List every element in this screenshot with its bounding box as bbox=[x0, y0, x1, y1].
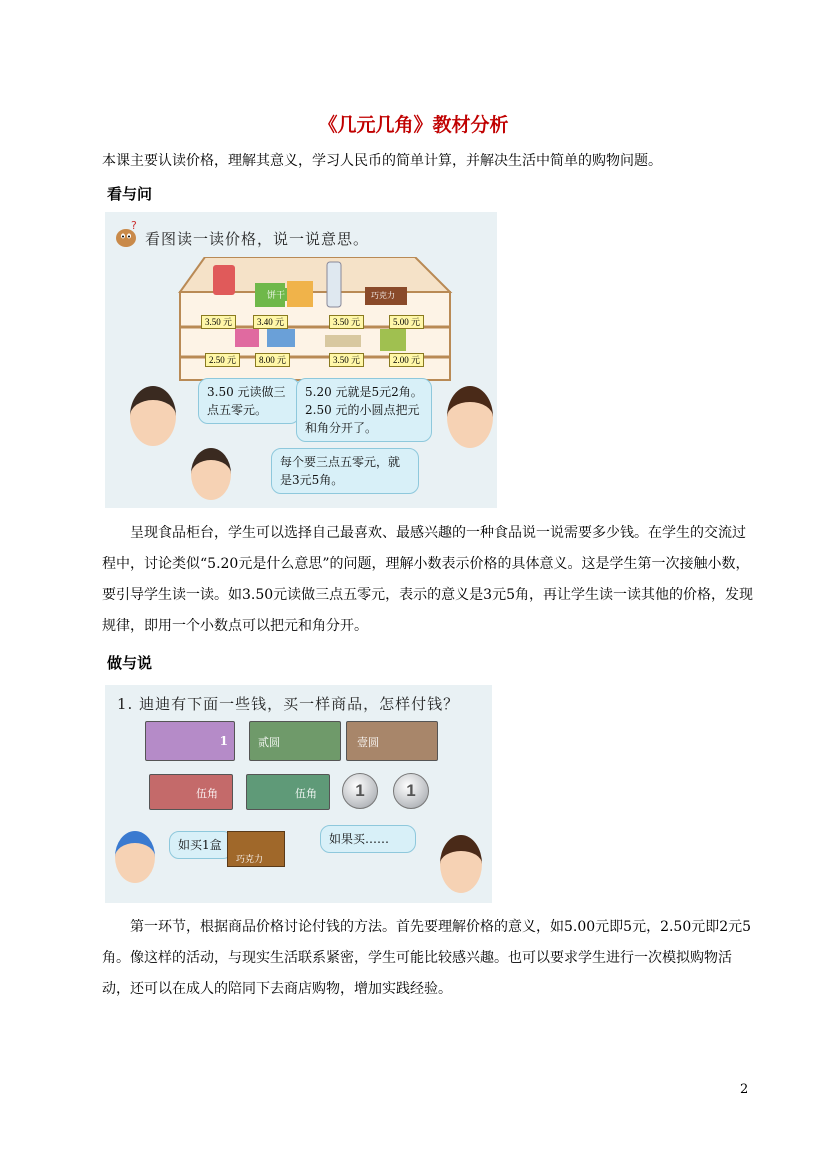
banknote: 贰圆 bbox=[249, 721, 341, 761]
section-heading-do-and-say: 做与说 bbox=[107, 654, 153, 672]
section2-paragraph: 第一环节，根据商品价格讨论付钱的方法。首先要理解价格的意义，如5.00元即5元，2.50元即2元5角。像这样的活动，与现实生活联系紧密，学生可能比较感兴趣。也可以要求学生进行一次模拟购物活动，还可以在成人的陪同下去商店购物，增加实践经验。 bbox=[102, 919, 752, 997]
section-heading-look-and-ask: 看与问 bbox=[107, 185, 153, 203]
girl2-character bbox=[191, 448, 231, 500]
product-label-chocolate: 巧克力 bbox=[371, 291, 395, 300]
price-tag: 2.50 元 bbox=[205, 353, 240, 367]
banknote: 壹圆 bbox=[346, 721, 438, 761]
price-tag: 3.50 元 bbox=[329, 315, 364, 329]
price-tag: 5.00 元 bbox=[389, 315, 424, 329]
page-number: 2 bbox=[740, 1082, 749, 1097]
coin: 1 bbox=[393, 773, 429, 809]
price-tag: 2.00 元 bbox=[389, 353, 424, 367]
price-tag: 3.40 元 bbox=[253, 315, 288, 329]
coin: 1 bbox=[342, 773, 378, 809]
banknote: 1 bbox=[145, 721, 235, 761]
figure2-prompt: 1. 迪迪有下面一些钱，买一样商品，怎样付钱？ bbox=[117, 695, 460, 713]
food-counter-figure bbox=[105, 212, 497, 508]
product-label-cookies: 饼干 bbox=[265, 288, 287, 301]
money-figure bbox=[105, 685, 492, 903]
girl-character bbox=[440, 835, 482, 893]
speech-bubble-buy: 如买1盒 bbox=[169, 831, 233, 859]
boy-with-cap-character bbox=[115, 831, 155, 883]
page-title: 《几元几角》教材分析 bbox=[318, 114, 509, 136]
price-tag: 3.50 元 bbox=[201, 315, 236, 329]
speech-bubble-boy: 3.50 元读做三点五零元。 bbox=[198, 378, 300, 424]
chocolate-box: 巧克力 bbox=[227, 831, 285, 867]
intro-paragraph: 本课主要认读价格，理解其意义，学习人民币的简单计算，并解决生活中简单的购物问题。 bbox=[102, 153, 662, 169]
boy-character bbox=[130, 386, 176, 446]
price-tag: 3.50 元 bbox=[329, 353, 364, 367]
speech-bubble-girl: 5.20 元就是5元2角。2.50 元的小圆点把元和角分开了。 bbox=[296, 378, 432, 442]
price-tag: 8.00 元 bbox=[255, 353, 290, 367]
speech-bubble-bottom: 每个要三点五零元，就是3元5角。 bbox=[271, 448, 419, 494]
speech-bubble-if-buy: 如果买…… bbox=[320, 825, 416, 853]
banknote: 伍角 bbox=[149, 774, 233, 810]
figure1-prompt: 看图读一读价格，说一说意思。 bbox=[145, 230, 370, 248]
section1-paragraph: 呈现食品柜台，学生可以选择自己最喜欢、最感兴趣的一种食品说一说需要多少钱。在学生的交流过程中，讨论类似“5.20元是什么意思”的问题，理解小数表示价格的具体意义。这是学生第一次接触小数，要引导学生读一读。如3.50元读做三点五零元，表示的意义是3元5角，再让学生读一读其他的价格，发现规律，即用一个小数点可以把元和角分开。 bbox=[102, 525, 753, 634]
cow-mascot-icon bbox=[111, 220, 141, 250]
banknote: 伍角 bbox=[246, 774, 330, 810]
svg-text:?: ? bbox=[131, 220, 137, 232]
girl-character bbox=[447, 386, 493, 448]
